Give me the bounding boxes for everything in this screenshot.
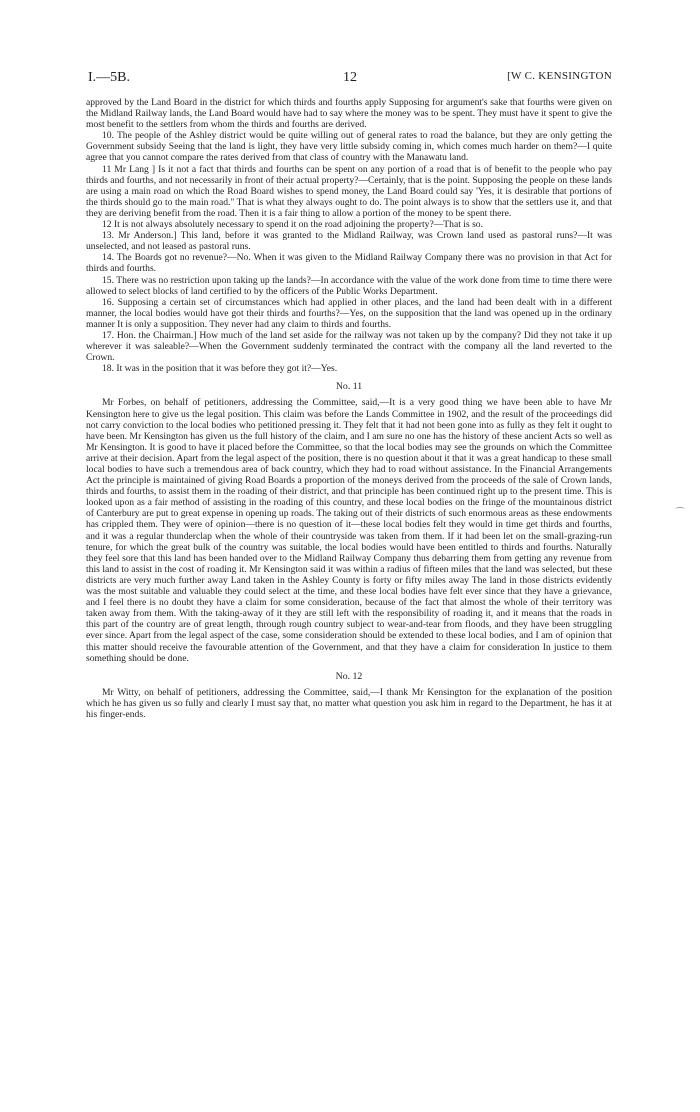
paragraph-q15: 15. There was no restriction upon taking up the lands?—In accordance with the value of the work done from time to time there were allowed to select blocks of land certified to by the officers of the Public Works Department. bbox=[86, 274, 612, 297]
paragraph-forbes-statement: Mr Forbes, on behalf of petitioners, addressing the Committee, said,—It is a very good thing we have been able to have Mr Kensington here to give us the legal position. This claim was before the Lands Committee in 1902, and the result of the proceedings did not carry conviction to the local bodies who petitioned pressing it. They felt that it had not been gone into as fully as they felt it ought to have been. Mr Kensington has given us the full history of the claim, and I am sure no one has the history of these ancient Acts so well as Mr Kensington. It is good to have it placed before the Committee, so that the local bodies may see the grounds on which the Committee arrive at their decision. Apart from the legal aspect of the position, there is no question about it that it was a great handicap to these small local bodies to have such a tremendous area of back country, which they had to road without assistance. In the Financial Arrangements Act the principle is maintained of giving Road Boards a proportion of the moneys derived from the proceeds of the sale of Crown lands, thirds and fourths, to assist them in the roading of their district, and that principle has been continued right up to the present time. This is looked upon as a fair method of assisting in the roading of this country, and these local bodies on the fringe of the mountainous district of Canterbury are put to great expense in opening up roads. The taking out of their districts of such enormous areas as these endowments has crippled them. They were of opinion—there is no question of it—these local bodies felt they would in time get thirds and fourths, and it was a regular thunderclap when the whole of their countryside was taken from them. If it had been let on the small-grazing-run tenure, for which the great bulk of the country was suitable, the local bodies would have been entitled to thirds and fourths. Naturally they feel sore that this land has been handed over to the Midland Railway Company thus debarring them from getting any revenue from this land to assist in the cost of roading it. Mr Kensington said it was within a radius of fifteen miles that the land was selected, but these districts are very much further away Land taken in the Ashley County is forty or fifty miles away The land in those districts evidently was the most suitable and valuable they could select at the time, and these local bodies have felt ever since that they have a grievance, and I feel there is no doubt they have a claim for some consideration, because of the fact that almost the whole of their territory was taken away from them. With the taking-away of it they are still left with the responsibility of roading it, and it means that the roads in this part of the country are of great length, through rough country subject to wear-and-tear from floods, and they have been struggling ever since. Apart from the legal aspect of the case, some consideration should be extended to these local bodies, and I am of opinion that this matter should receive the favourable attention of the Government, and that they have a claim for consideration In justice to them something should be done. bbox=[86, 397, 612, 664]
paragraph-q13: 13. Mr Anderson.] This land, before it was granted to the Midland Railway, was Crown land used as pastoral runs?—It was unselected, and not leased as pastoral runs. bbox=[86, 230, 612, 253]
page-number: 12 bbox=[343, 70, 357, 85]
page-header bbox=[88, 70, 612, 92]
report-reference: I.—5B. bbox=[88, 70, 130, 85]
margin-mark: ⁀ bbox=[676, 508, 685, 519]
paragraph-q17: 17. Hon. the Chairman.] How much of the land set aside for the railway was not taken up by the company? Did they not take it up wherever it was saleable?—When the Government suddenly terminated the contract with the company all the land reverted to the Crown. bbox=[86, 329, 612, 364]
paragraph-q12: 12 It is not always absolutely necessary to spend it on the road adjoining the property?—That is so. bbox=[102, 219, 484, 231]
paragraph-q16: 16. Supposing a certain set of circumstances which had applied in other places, and the land had been dealt with in a different manner, the local bodies would have got their thirds and fourths?—Yes, on the supposition that the land was opened up in the ordinary manner It is only a supposition. They never had any claim to thirds and fourths. bbox=[86, 296, 612, 330]
section-heading-no-11: No. 11 bbox=[335, 381, 363, 393]
paragraph-q14: 14. The Boards got no revenue?—No. When it was given to the Midland Railway Company there was no provision in that Act for thirds and fourths. bbox=[86, 252, 612, 275]
paragraph-continuation: approved by the Land Board in the district for which thirds and fourths apply Supposing for argument's sake that fourths were given on the Midland Railway lands, the Land Board would have had to say where the money was to be spent. They must have it spent to give the most benefit to the settlers from whom the thirds and fourths are derived. bbox=[86, 97, 612, 131]
paragraph-witty-statement: Mr Witty, on behalf of petitioners, addressing the Committee, said,—I thank Mr Kensington for the explanation of the position which he has given us so fully and clearly I must say that, no matter what question you ask him in regard to the Department, he has it at his finger-ends. bbox=[86, 686, 612, 720]
page-body bbox=[86, 97, 612, 720]
paragraph-q11: 11 Mr Lang ] Is it not a fact that thirds and fourths can be spent on any portion of a road that is of benefit to the people who pay thirds and fourths, and not necessarily in front of their actual property?—Certainly, that is the point. Supposing the people on these lands are using a main road on which the Road Board wishes to spend money, the Land Board could say 'Yes, it is desirable that portions of the thirds should go to the main road." That is what they always ought to do. The point always is to show that the settlers use it, and that they are deriving benefit from the road. Then it is a fair thing to allow a portion of the money to be spent there. bbox=[86, 163, 612, 219]
paragraph-q10: 10. The people of the Ashley district would be quite willing out of general rates to road the balance, but they are only getting the Government subsidy Seeing that the land is light, they have very little subsidy coming in, which comes much harder on them?—I quite agree that you cannot compare the rates derived from that class of country with the Manawatu land. bbox=[86, 130, 612, 164]
section-heading-no-12: No. 12 bbox=[335, 670, 363, 682]
witness-name: [W C. KENSINGTON bbox=[507, 70, 612, 82]
paragraph-q18: 18. It was in the position that it was before they got it?—Yes. bbox=[102, 363, 338, 375]
